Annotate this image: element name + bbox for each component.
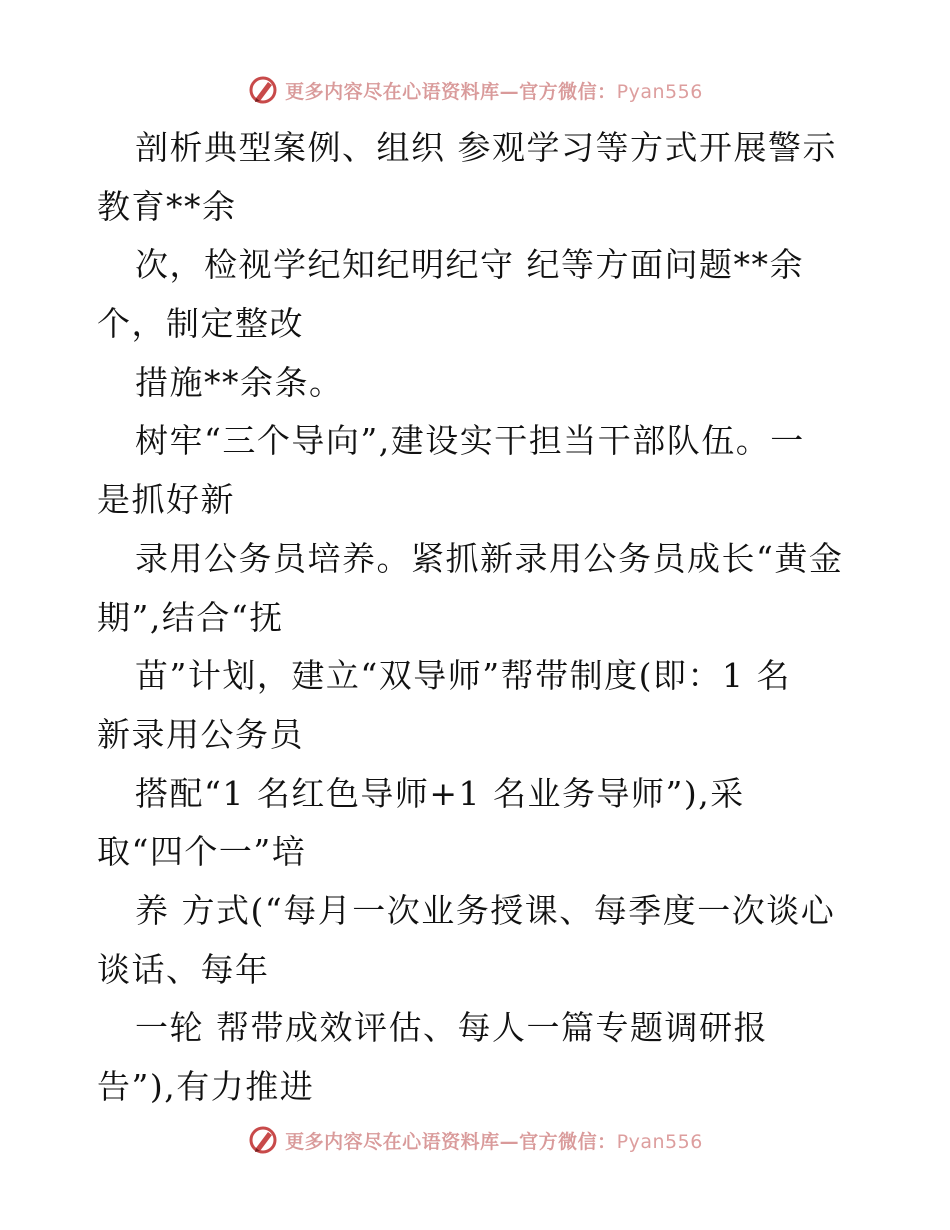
body-line: 谈话、每年 xyxy=(97,949,270,989)
banner-text xyxy=(285,1127,703,1154)
body-line: 次，检视学纪知纪明纪守 纪等方面问题**余 xyxy=(135,245,804,285)
body-line: 是抓好新 xyxy=(97,480,235,520)
body-line: 教育**余 xyxy=(97,186,237,226)
body-line: 取“四个一”培 xyxy=(97,832,307,872)
pen-logo-icon xyxy=(247,1124,279,1156)
footer-banner-inner xyxy=(247,1124,703,1156)
body-line: 告”),有力推进 xyxy=(97,1067,315,1106)
body-line: 个，制定整改 xyxy=(97,304,304,344)
body-line: 期”,结合“抚 xyxy=(97,597,284,637)
banner-slogan: 更多内容尽在心语资料库—官方微信： xyxy=(285,80,617,103)
footer-banner xyxy=(0,1120,950,1160)
header-banner xyxy=(0,70,950,110)
body-line: 录用公务员培养。紧抓新录用公务员成长“黄金 xyxy=(135,538,844,578)
body-line: 剖析典型案例、组织 参观学习等方式开展警示 xyxy=(135,128,837,167)
banner-slogan: 更多内容尽在心语资料库—官方微信： xyxy=(285,1130,617,1153)
body-line: 苗”计划，建立“双导师”帮带制度(即：1 名 xyxy=(135,656,791,696)
banner-wechat-id: Pyan556 xyxy=(616,80,703,103)
body-line: 养 方式(“每月一次业务授课、每季度一次谈心 xyxy=(135,890,836,930)
document-body xyxy=(97,119,887,1117)
pen-logo-icon xyxy=(247,74,279,106)
banner-wechat-id: Pyan556 xyxy=(616,1130,703,1153)
body-line: 一轮 帮带成效评估、每人一篇专题调研报 xyxy=(135,1008,768,1048)
body-line: 措施**余条。 xyxy=(135,362,344,402)
body-line: 搭配“1 名红色导师+1 名业务导师”),采 xyxy=(135,773,745,813)
banner-text xyxy=(285,77,703,104)
body-line: 新录用公务员 xyxy=(97,714,304,754)
body-line: 树牢“三个导向”,建设实干担当干部队伍。一 xyxy=(135,421,805,461)
header-banner-inner xyxy=(247,74,703,106)
